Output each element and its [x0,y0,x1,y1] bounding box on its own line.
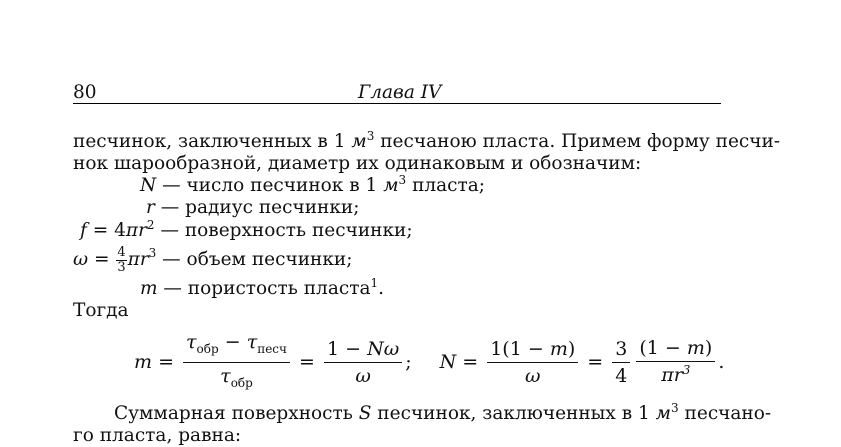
definition-n: N — число песчинок в 1 $м^3$ пласта; [140,173,486,196]
header-rule [73,103,721,104]
definition-r: r — радиус песчинки; [146,197,360,218]
paragraph-2-line-2: го пласта, равна: [73,425,242,446]
paragraph-line-2: нок шарообразной, диаметр их одинаковым и обозначим: [73,153,642,174]
display-formula: m = $\frac{\tau_{обр} - \tau_{песч}}{\tau_{обр}}$ = $\frac{1 - N\omega}{\omega}$ ; N = $\frac{1(1 - m)}{\omega}$ = $\frac{3}{4}$ $\frac{(1 - m)}{\pi r^3}$ . [134,336,724,388]
definition-f: $f = 4\pi r^2$ — поверхность песчинки; [80,218,413,241]
page-number: 80 [73,82,97,103]
fraction-three-quarters: $\frac{3}{4}$ [612,338,630,387]
fraction-porosity: $\frac{\tau_{обр} - \tau_{песч}}{\tau_{обр}}$ [183,331,290,394]
fraction-four-thirds: $\frac{4}{3}$ [117,244,126,275]
fraction-one-minus-n-omega: $\frac{1 - N\omega}{\omega}$ [324,338,402,387]
togda-line: Тогда [73,300,129,321]
definition-omega: ω = $\frac{4}{3}$ π r $^3$ — объем песчинки; [73,244,353,275]
running-head: Глава IV [358,82,442,103]
paragraph-2-line-1: Суммарная поверхность S песчинок, заключенных в 1 $м^3$ песчано- [114,401,772,424]
definition-m: m — пористость пласта$^1$. [140,276,384,299]
paragraph-line-1: песчинок, заключенных в 1 $м^3$ песчаною пласта. Примем форму песчи- [73,129,781,152]
fraction-n-omega: $\frac{1(1 - m)}{\omega}$ [487,338,578,387]
fraction-volume: $\frac{(1 - m)}{\pi r^3}$ [636,337,715,388]
